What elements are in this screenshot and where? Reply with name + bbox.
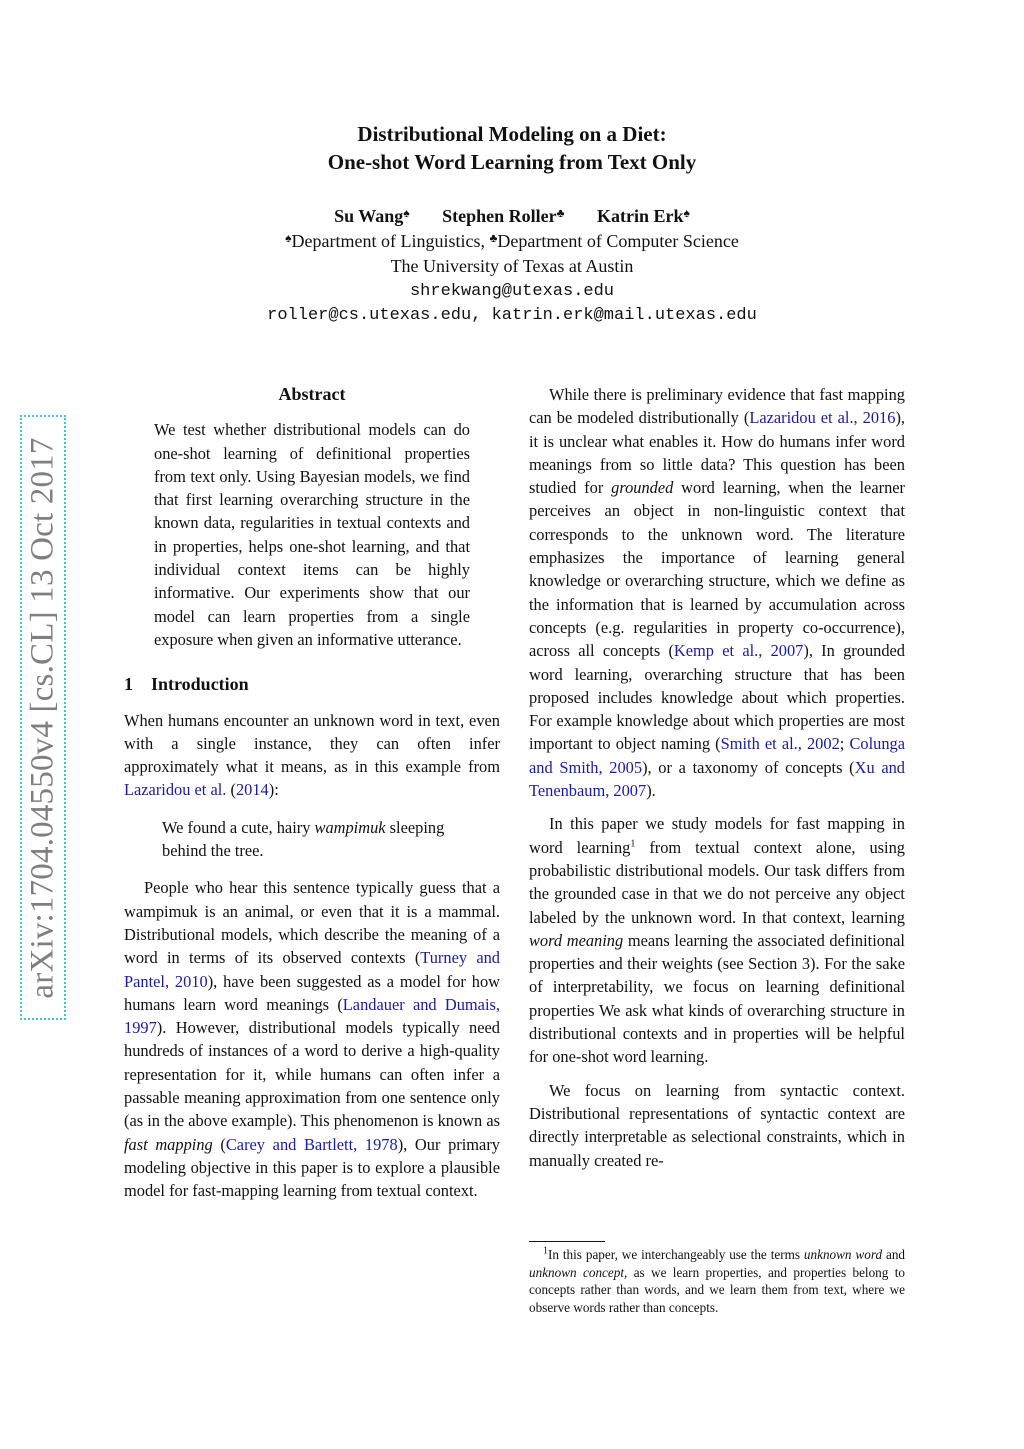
citation-link[interactable]: Carey and Bartlett, 1978 [225,1134,398,1154]
citation-link[interactable]: Smith et al., 2002 [720,734,840,754]
paper-title-line-1: Distributional Modeling on a Diet: [357,122,667,146]
right-paragraph-1: While there is preliminary evidence that fast mapping can be modeled distributionally (Lazaridou et al., 2016), it is unclear what enables it. How do humans infer word meanings from so little data? This question has been studied for grounded word learning, when the learner perceives an object in non-linguistic context that corresponds to the unknown word. The literature emphasizes the importance of learning general knowledge or overarching structure, which we define as the information that is learned by accumulation across concepts (e.g. regularities in property co-occurrence), across all concepts (Kemp et al., 2007), In grounded word learning, overarching structure that has been proposed includes knowledge about which properties. For example knowledge about which properties are most important to object naming (Smith et al., 2002; Colunga and Smith, 2005), or a taxonomy of concepts (Xu and Tenenbaum, 2007). [529,385,905,801]
example-sentence: We found a cute, hairy wampimuk sleeping behind the tree. [162,817,445,861]
citation-link[interactable]: Lazaridou et al. [124,780,227,800]
citation-link[interactable]: Colunga and Smith, 2005 [529,734,905,777]
spade-mark: ♠ [683,206,690,220]
author-list [0,206,1024,227]
section-heading-introduction: 1 Introduction [124,674,249,695]
paper-title-line-2: One-shot Word Learning from Text Only [327,150,697,174]
email-line-1: shrekwang@utexas.edu [409,282,615,301]
footnote: $^1$In this paper, we interchangeably use the terms unknown word and unknown concept, as we learn properties, and properties belong to concepts rather than words, and we learn them from text, where we observe words rather than concepts. [529,1245,906,1315]
citation-link[interactable]: Turney and Pantel, 2010 [124,948,500,991]
email-line-2: roller@cs.utexas.edu, katrin.erk@mail.utexas.edu [267,306,757,325]
affiliation-departments: ♠Department of Linguistics, ♣Department of Computer Science [285,231,739,251]
citation-link[interactable]: Lazaridou et al., 2016 [749,408,896,428]
footnote-rule [529,1241,605,1242]
author-su-wang: Su Wang♠ [334,206,410,226]
citation-link[interactable]: Xu and Tenenbaum, 2007 [529,757,905,801]
citation-link[interactable]: 2014 [235,780,269,800]
author-stephen-roller: Stephen Roller♣ [442,206,565,226]
right-paragraph-3: We focus on learning from syntactic context. Distributional representations of syntactic context are directly interpretable as selectional constraints, which in manually created re- [529,1080,905,1170]
arxiv-id: arXiv:1704.04550v4 [cs.CL] 13 Oct 2017 [24,436,61,999]
author-katrin-erk: Katrin Erk♠ [597,206,690,226]
citation-link[interactable]: Landauer and Dumais, 1997 [124,994,500,1038]
intro-paragraph-2: People who hear this sentence typically guess that a wampimuk is an animal, or even that it is a mammal. Distributional models, which describe the meaning of a word in terms of its observed contexts (Turney and Pantel, 2010), have been suggested as a model for how humans learn word meanings (Landauer and Dumais, 1997). However, distributional models typically need hundreds of instances of a word to derive a high-quality representation for it, while humans can often infer a passable meaning approximation from one sentence only (as in the above example). This phenomenon is known as fast mapping (Carey and Bartlett, 1978), Our primary modeling objective in this paper is to explore a plausible model for fast-mapping learning from textual context. [124,878,500,1201]
abstract-heading: Abstract [278,384,346,404]
citation-link[interactable]: Kemp et al., 2007 [673,641,804,661]
spade-mark: ♠ [403,206,410,220]
right-paragraph-2: In this paper we study models for fast mapping in word learning$^1$ from textual context alone, using probabilistic distributional models. Our task differs from the grounded case in that we do not perceive any object labeled by the unknown word. In that context, learning word meaning means learning the associated definitional properties and their weights (see Section 3). For the sake of interpretability, we focus on learning definitional properties We ask what kinds of overarching structure in distributional contexts and in properties will be helpful for one-shot word learning. [529,814,905,1067]
left-column [124,383,500,1203]
intro-paragraph-1: When humans encounter an unknown word in text, even with a single instance, they can often infer approximately what it means, as in this example from Lazaridou et al. (2014): [124,710,500,800]
club-mark: ♣ [556,206,565,220]
footnote-marker[interactable]: 1 [630,838,636,850]
affiliation-university: The University of Texas at Austin [390,256,634,276]
abstract-text: We test whether distributional models can do one-shot learning of definitional properties from text only. Using Bayesian models, we find that first learning overarching structure in the known data, regularities in textual contexts and in properties, helps one-shot learning, and that individual context items can be highly informative. Our experiments show that our model can learn properties from a single exposure when given an informative utterance. [154,420,470,649]
arxiv-stamp [20,415,66,1020]
footnote-number: 1 [543,1245,548,1257]
right-column [529,383,905,1172]
